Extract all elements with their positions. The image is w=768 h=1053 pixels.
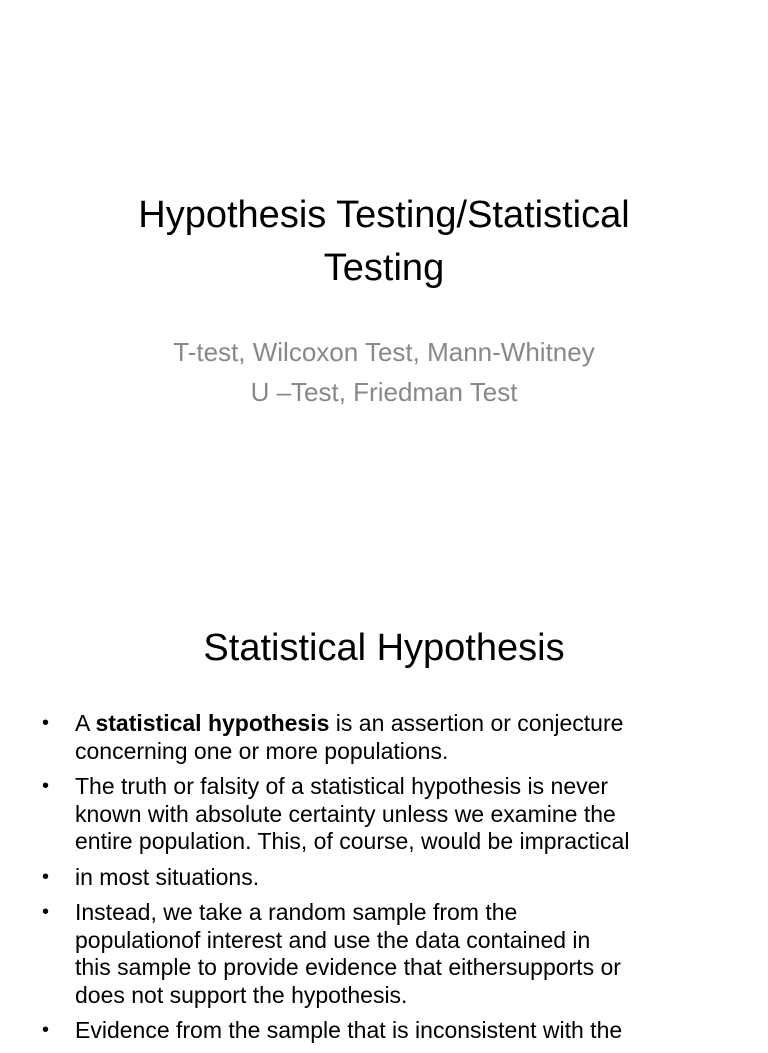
bullet-line: in most situations. <box>75 863 260 890</box>
bullet-line: Instead, we take a random sample from the <box>75 899 518 925</box>
bullet-text-rest: is an assertion or conjecture <box>329 710 624 736</box>
bullet-line: does not support the hypothesis. <box>75 981 408 1008</box>
bullet-line: Evidence from the sample that is inconsistent with the <box>75 1017 623 1043</box>
bullet-list <box>42 710 742 1053</box>
bullet-line: this sample to provide evidence that eithersupports or <box>75 954 621 980</box>
bullet-item <box>42 899 742 1009</box>
bullet-item <box>42 864 742 892</box>
bullet-text-bold: statistical hypothesis <box>95 710 330 736</box>
bullet-line: concerning one or more populations. <box>75 737 449 764</box>
bullet-icon: • <box>42 712 50 734</box>
bullet-line <box>75 710 742 738</box>
bullet-item <box>42 710 742 765</box>
bullet-text-prefix: A <box>75 710 96 736</box>
slide-title-line: Testing <box>323 247 445 289</box>
slide-subtitle-line: T-test, Wilcoxon Test, Mann-Whitney <box>173 337 595 367</box>
slide-heading: Statistical Hypothesis <box>203 627 565 669</box>
bullet-line: known with absolute certainty unless we examine the <box>75 800 616 827</box>
bullet-icon: • <box>42 901 50 923</box>
bullet-icon: • <box>42 865 50 888</box>
bullet-item <box>42 1017 742 1045</box>
slide-title <box>40 189 728 295</box>
slide-subtitle <box>60 332 708 412</box>
bullet-line: entire population. This, of course, would be impractical <box>75 828 630 854</box>
bullet-line: populationof interest and use the data contained in <box>75 926 591 953</box>
bullet-line: The truth or falsity of a statistical hypothesis is never <box>75 773 609 799</box>
bullet-icon: • <box>42 775 50 797</box>
slide-subtitle-line: U –Test, Friedman Test <box>250 377 518 407</box>
bullet-icon: • <box>42 1019 50 1041</box>
bullet-item <box>42 773 742 856</box>
slide-title-line: Hypothesis Testing/Statistical <box>138 194 630 236</box>
content-slide <box>0 576 768 1043</box>
